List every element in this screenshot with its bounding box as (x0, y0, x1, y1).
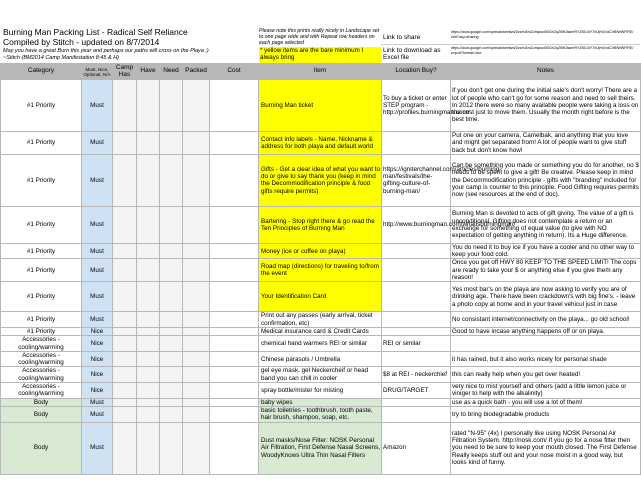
table-row (1, 367, 641, 383)
cost-cell[interactable] (210, 243, 259, 259)
requirement-cell[interactable]: Must (82, 80, 113, 132)
need-cell[interactable] (160, 398, 183, 406)
location-cell[interactable] (382, 406, 451, 422)
requirement-cell[interactable]: Must (82, 206, 113, 243)
table-row (1, 422, 641, 474)
item-cell[interactable]: Bartering - Stop right there & go read the Ten Principles of Burning Man (259, 206, 382, 243)
camp-has-cell[interactable] (113, 327, 137, 335)
category-cell[interactable]: #1 Priority (1, 132, 82, 155)
table-row (1, 132, 641, 155)
cost-cell[interactable] (210, 351, 259, 367)
category-cell[interactable]: Accessories - cooling/warming (1, 351, 82, 367)
packed-cell[interactable] (183, 282, 210, 312)
category-cell[interactable]: #1 Priority (1, 243, 82, 259)
have-cell[interactable] (137, 367, 160, 383)
camp-has-cell[interactable] (113, 406, 137, 422)
location-cell[interactable]: http://www.burningman.com/whatisburningman/ (382, 206, 451, 243)
requirement-cell[interactable]: Nice (82, 327, 113, 335)
cost-cell[interactable] (210, 398, 259, 406)
requirement-cell[interactable]: Must (82, 312, 113, 328)
table-row (1, 312, 641, 328)
item-cell[interactable]: Medical insurance card & Credit Cards (259, 327, 382, 335)
cost-cell[interactable] (210, 422, 259, 474)
cost-cell[interactable] (210, 259, 259, 282)
camp-has-cell[interactable] (113, 243, 137, 259)
have-cell[interactable] (137, 422, 160, 474)
requirement-cell[interactable]: Nice (82, 336, 113, 352)
requirement-cell[interactable]: Nice (82, 351, 113, 367)
location-cell[interactable] (382, 312, 451, 328)
item-cell[interactable]: Road map (directions) for traveling to/from the event (259, 259, 382, 282)
packed-cell[interactable] (183, 383, 210, 399)
table-row (1, 80, 641, 132)
cost-cell[interactable] (210, 406, 259, 422)
have-cell[interactable] (137, 259, 160, 282)
item-cell[interactable]: gel eye mask, gel Neckercheif or head band you can chill in cooler (259, 367, 382, 383)
header-row (1, 64, 641, 80)
requirement-cell[interactable]: Must (82, 243, 113, 259)
table-row (1, 243, 641, 259)
share-link-label: Link to share (383, 34, 421, 41)
table-row (1, 327, 641, 335)
item-cell[interactable]: Print out any passes (early arrival, ticket confirmation, etc) (259, 312, 382, 328)
share-url[interactable]: https://docs.google.com/spreadsheets/d/1ksnVAmZu9qsxo0l0Gh2qZfMDisamRYZB0J4Y7hUjHr2xdCVBfWWRFIE/edit?usp=sharing (451, 30, 634, 39)
notes-cell[interactable]: rated "N-95" (4x) I personally like using NOSK Personal Air Filtration System. http://nosk.com/ If you go for a nose filter then you need to be sure to keep your mouth closed. The First Defense Really keeps stuff out and your nose moist in a good way, but looks kind of funny. (451, 422, 641, 474)
have-cell[interactable] (137, 243, 160, 259)
item-cell[interactable]: Dust masks/Nose Filter: NOSK Personal Air Filtration, First Defense Nasal Screens, WoodyKnows Ultra Thin Nasal Filters (259, 422, 382, 474)
cost-cell[interactable] (210, 206, 259, 243)
need-cell[interactable] (160, 80, 183, 132)
camp-has-cell[interactable] (113, 398, 137, 406)
col-item: Item (259, 64, 382, 80)
table-row (1, 259, 641, 282)
camp-has-cell[interactable] (113, 422, 137, 474)
notes-cell[interactable]: Yes most bar's on the playa are now asking to verify you are of drinking age. There have been crackdown's with big fine's. - leave a photo copy at home and in your travel vehicul just in case (451, 282, 641, 312)
col-have: Have (137, 64, 160, 80)
camp-has-cell[interactable] (113, 282, 137, 312)
table-row (1, 154, 641, 206)
notes-cell[interactable]: Can be something you made or something you do for another, no $ needs to be spent to give a gift! Be creative. Please keep in mind the Decommodification principle - gifts with "branding" included for your camp is counter to this principle. Food Gifting requires permits now (see resources at the end of doc). (451, 154, 641, 206)
packing-list-table (0, 63, 641, 475)
col-cost: Cost (210, 64, 259, 80)
table-row (1, 336, 641, 352)
location-cell[interactable] (382, 282, 451, 312)
requirement-cell[interactable]: Must (82, 154, 113, 206)
cost-cell[interactable] (210, 312, 259, 328)
camp-has-cell[interactable] (113, 80, 137, 132)
notes-cell[interactable]: use as a quick bath - you will use a lot of them! (451, 398, 641, 406)
download-link-label: Link to download as Excel file (383, 47, 441, 61)
category-cell[interactable]: Accessories - cooling/warming (1, 336, 82, 352)
have-cell[interactable] (137, 351, 160, 367)
notes-cell[interactable]: it has rained, but it also works nicely for personal shade (451, 351, 641, 367)
item-cell[interactable]: Your Identification Card (259, 282, 382, 312)
cost-cell[interactable] (210, 282, 259, 312)
cost-cell[interactable] (210, 383, 259, 399)
col-need: Need (160, 64, 183, 80)
requirement-cell[interactable]: Must (82, 282, 113, 312)
packed-cell[interactable] (183, 154, 210, 206)
notes-cell[interactable]: this can really help when you get over heated! (451, 367, 641, 383)
category-cell[interactable]: #1 Priority (1, 259, 82, 282)
cost-cell[interactable] (210, 132, 259, 155)
location-cell[interactable] (382, 398, 451, 406)
yellow-items-note: * yellow items are the bare minimum I always bring (259, 47, 381, 64)
col-requirement: Must, Nice, Optional, N/A (82, 64, 113, 80)
need-cell[interactable] (160, 367, 183, 383)
location-cell[interactable] (382, 351, 451, 367)
col-packed: Packed (183, 64, 210, 80)
have-cell[interactable] (137, 312, 160, 328)
location-cell[interactable] (382, 243, 451, 259)
location-cell[interactable] (382, 132, 451, 155)
need-cell[interactable] (160, 154, 183, 206)
category-cell[interactable]: #1 Priority (1, 206, 82, 243)
packed-cell[interactable] (183, 312, 210, 328)
location-cell[interactable]: https://igniterchannel.com/articles/burning-man/festivals/the-gifting-culture-of-burning-man/ (382, 154, 451, 206)
camp-has-cell[interactable] (113, 154, 137, 206)
need-cell[interactable] (160, 406, 183, 422)
need-cell[interactable] (160, 422, 183, 474)
greeting-line: May you have a great Burn this year and perhaps our paths will cross on the Playa :) (3, 48, 209, 54)
camp-has-cell[interactable] (113, 312, 137, 328)
location-cell[interactable]: DRUG/TARGET (382, 383, 451, 399)
need-cell[interactable] (160, 243, 183, 259)
category-cell[interactable]: #1 Priority (1, 312, 82, 328)
category-cell[interactable]: Body (1, 422, 82, 474)
notes-cell[interactable] (451, 336, 641, 352)
col-category: Category (1, 64, 82, 80)
table-row (1, 206, 641, 243)
camp-has-cell[interactable] (113, 132, 137, 155)
need-cell[interactable] (160, 132, 183, 155)
have-cell[interactable] (137, 336, 160, 352)
need-cell[interactable] (160, 327, 183, 335)
cost-cell[interactable] (210, 327, 259, 335)
sheet-author-line: Compiled by Stitch - updated on 8/7/2014 (3, 37, 160, 47)
camp-has-cell[interactable] (113, 259, 137, 282)
category-cell[interactable]: #1 Priority (1, 80, 82, 132)
requirement-cell[interactable]: Must (82, 132, 113, 155)
location-cell[interactable]: $8 at REI - neckerchief (382, 367, 451, 383)
requirement-cell[interactable]: Must (82, 259, 113, 282)
table-row (1, 383, 641, 399)
need-cell[interactable] (160, 383, 183, 399)
need-cell[interactable] (160, 259, 183, 282)
category-cell[interactable]: Accessories - cooling/warming (1, 383, 82, 399)
item-cell[interactable]: Money (ice or coffee on playa) (259, 243, 382, 259)
item-cell[interactable]: Burning Man ticket (259, 80, 382, 132)
col-camp-has: Camp Has (113, 64, 137, 80)
have-cell[interactable] (137, 406, 160, 422)
notes-cell[interactable]: No consistant internet/connectivity on the playa... go old school! (451, 312, 641, 328)
packed-cell[interactable] (183, 406, 210, 422)
cost-cell[interactable] (210, 336, 259, 352)
need-cell[interactable] (160, 336, 183, 352)
table-row (1, 282, 641, 312)
requirement-cell[interactable]: Must (82, 406, 113, 422)
notes-cell[interactable]: You do need it to buy ice if you have a cooler and no other way to keep your food cold. (451, 243, 641, 259)
notes-cell[interactable]: Good to have incase anything happens off or on playa. (451, 327, 641, 335)
camp-has-cell[interactable] (113, 367, 137, 383)
camp-has-cell[interactable] (113, 351, 137, 367)
camp-has-cell[interactable] (113, 383, 137, 399)
item-cell[interactable]: Contact info labels - Name, Nickname & address for both playa and default world (259, 132, 382, 155)
requirement-cell[interactable]: Must (82, 398, 113, 406)
packed-cell[interactable] (183, 206, 210, 243)
have-cell[interactable] (137, 398, 160, 406)
packed-cell[interactable] (183, 80, 210, 132)
packed-cell[interactable] (183, 336, 210, 352)
print-note: Please note this prints really nicely in Landscape set to one page wide and with Repeat row headers on each page selected (259, 28, 380, 46)
have-cell[interactable] (137, 80, 160, 132)
need-cell[interactable] (160, 206, 183, 243)
item-cell[interactable]: spray bottle/mister for misting (259, 383, 382, 399)
item-cell[interactable]: baby wipes (259, 398, 382, 406)
have-cell[interactable] (137, 282, 160, 312)
packed-cell[interactable] (183, 327, 210, 335)
camp-has-cell[interactable] (113, 336, 137, 352)
have-cell[interactable] (137, 132, 160, 155)
notes-cell[interactable]: Burning Man is devoted to acts of gift giving. The value of a gift is unconditional. Gifting does not contemplate a return or an exchange for something of equal value (to give with NO expectation of getting anything in return). Its a Huge difference. (451, 206, 641, 243)
have-cell[interactable] (137, 327, 160, 335)
packed-cell[interactable] (183, 367, 210, 383)
notes-cell[interactable]: If you don't get one during the initial sale's don't worry! There are a lot of people who can't go for some reason and need to sell theirs. In 2012 there were so many available people were taking a loss on the cost just to move them. Usually the month right before is the best time. (451, 80, 641, 132)
category-cell[interactable]: Body (1, 398, 82, 406)
category-cell[interactable]: #1 Priority (1, 282, 82, 312)
item-cell[interactable]: Gifts - Get a clear idea of what you want to do or give to say thank you (keep in mind the Decommodification principle & food gifts require permits) (259, 154, 382, 206)
packed-cell[interactable] (183, 422, 210, 474)
notes-cell[interactable]: Put one on your camera, Camelbak, and anything that you love and might get separated from! A lot of people want to give stuff back but don't know how! (451, 132, 641, 155)
camp-has-cell[interactable] (113, 206, 137, 243)
location-cell[interactable]: To buy a ticket or enter STEP program - http://profiles.burningman.com/ (382, 80, 451, 132)
packed-cell[interactable] (183, 243, 210, 259)
notes-cell[interactable]: very nice to mist yourself and others (add a little lemon juice or viniger to help with the alkalinity) (451, 383, 641, 399)
requirement-cell[interactable]: Must (82, 422, 113, 474)
need-cell[interactable] (160, 351, 183, 367)
col-location: Location Buy? (382, 64, 451, 80)
packed-cell[interactable] (183, 132, 210, 155)
need-cell[interactable] (160, 282, 183, 312)
category-cell[interactable]: Body (1, 406, 82, 422)
category-cell[interactable]: #1 Priority (1, 327, 82, 335)
notes-cell[interactable]: Once you get off HWY 80 KEEP TO THE SPEED LIMIT! The cops are ready to take your $ or anything else if you give them any reason! (451, 259, 641, 282)
location-cell[interactable] (382, 327, 451, 335)
cost-cell[interactable] (210, 80, 259, 132)
download-url[interactable]: https://docs.google.com/spreadsheets/d/1ksnVAmZu9qsxo0l0Gh2qZfMDisamRYZB0J4Y7hUjHr2xdCVBfWWRFIE/export?format=xlsx (451, 46, 634, 55)
location-cell[interactable] (382, 259, 451, 282)
table-row (1, 398, 641, 406)
item-cell[interactable]: basic toiletries - toothbrush, tooth paste, hair brush, shampoo, soap, etc. (259, 406, 382, 422)
have-cell[interactable] (137, 383, 160, 399)
col-notes: Notes (451, 64, 641, 80)
notes-cell[interactable]: try to bring biodegradable products (451, 406, 641, 422)
cost-cell[interactable] (210, 367, 259, 383)
sheet-title: Burning Man Packing List - Radical Self Reliance (3, 27, 188, 37)
category-cell[interactable]: #1 Priority (1, 154, 82, 206)
category-cell[interactable]: Accessories - cooling/warming (1, 367, 82, 383)
have-cell[interactable] (137, 206, 160, 243)
location-cell[interactable]: Amazon (382, 422, 451, 474)
camp-line: ~Stitch (BM2014 Camp Manifestation 8:45 & H) (3, 55, 120, 61)
packed-cell[interactable] (183, 259, 210, 282)
table-row (1, 406, 641, 422)
packed-cell[interactable] (183, 351, 210, 367)
sheet-header (0, 0, 640, 66)
requirement-cell[interactable]: Nice (82, 383, 113, 399)
location-cell[interactable]: REI or similar (382, 336, 451, 352)
requirement-cell[interactable]: Nice (82, 367, 113, 383)
item-cell[interactable]: chemical hand warmers REI or similar (259, 336, 382, 352)
table-row (1, 351, 641, 367)
need-cell[interactable] (160, 312, 183, 328)
cost-cell[interactable] (210, 154, 259, 206)
have-cell[interactable] (137, 154, 160, 206)
packed-cell[interactable] (183, 398, 210, 406)
item-cell[interactable]: Chinese parasols / Umbrella (259, 351, 382, 367)
